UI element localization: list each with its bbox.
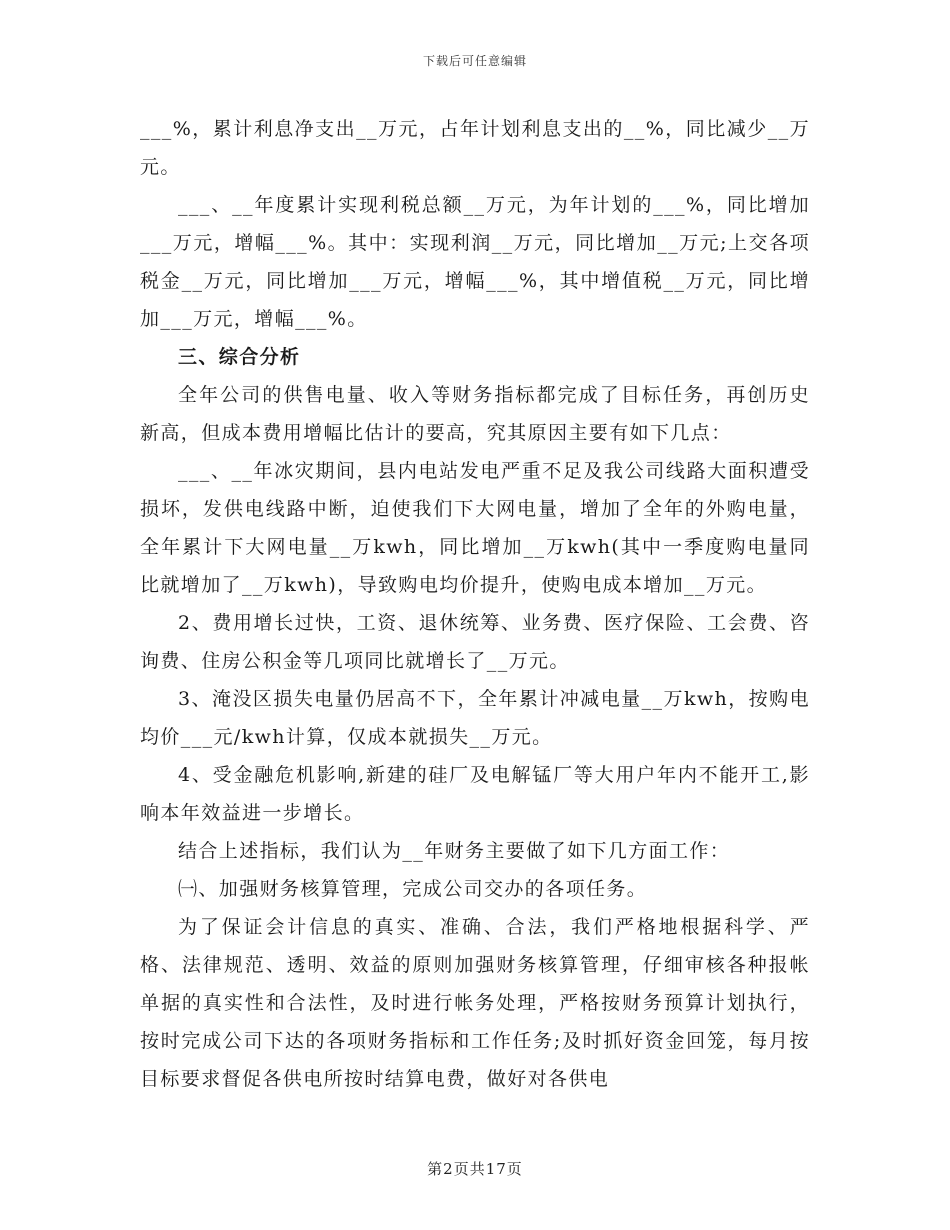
paragraph-financial-crisis: 4、受金融危机影响,新建的硅厂及电解锰厂等大用户年内不能开工,影响本年效益进一步增长。 bbox=[140, 764, 810, 824]
paragraph-expense-growth: 2、费用增长过快，工资、退休统筹、业务费、医疗保险、工会费、咨询费、住房公积金等几项同比就增长了__万元。 bbox=[140, 612, 810, 672]
paragraph-analysis-intro: 全年公司的供售电量、收入等财务指标都完成了目标任务，再创历史新高，但成本费用增幅比估计的要高，究其原因主要有如下几点： bbox=[140, 384, 810, 444]
section-heading-analysis: 三、综合分析 bbox=[178, 346, 301, 368]
page-number: 第2页共17页 bbox=[427, 1160, 523, 1178]
paragraph-work-summary-intro: 结合上述指标，我们认为__年财务主要做了如下几方面工作： bbox=[178, 840, 731, 862]
paragraph-subheading-accounting: ㈠、加强财务核算管理，完成公司交办的各项任务。 bbox=[178, 878, 648, 900]
download-note: 下载后可任意编辑 bbox=[422, 54, 527, 68]
paragraph-ice-disaster: ___、__年冰灾期间，县内电站发电严重不足及我公司线路大面积遭受损坏，发供电线路中断，迫使我们下大网电量，增加了全年的外购电量，全年累计下大网电量__万kwh，同比增加__万kwh(其中一季度购电量同比就增加了__万kwh)，导致购电均价提升，使购电成本增加__万元。 bbox=[140, 460, 810, 596]
paragraph-profit-tax: ___、__年度累计实现利税总额__万元，为年计划的___%，同比增加___万元，增幅___%。其中：实现利润__万元，同比增加__万元;上交各项税金__万元，同比增加___万元，增幅___%，其中增值税__万元，同比增加___万元，增幅___%。 bbox=[140, 194, 810, 330]
document-body bbox=[140, 110, 810, 1098]
paragraph-interest: ___%，累计利息净支出__万元，占年计划利息支出的__%，同比减少__万元。 bbox=[140, 118, 810, 178]
paragraph-accounting-management: 为了保证会计信息的真实、准确、合法，我们严格地根据科学、严格、法律规范、透明、效益的原则加强财务核算管理，仔细审核各种报帐单据的真实性和合法性，及时进行帐务处理，严格按财务预算计划执行，按时完成公司下达的各项财务指标和工作任务;及时抓好资金回笼，每月按目标要求督促各供电所按时结算电费，做好对各供电 bbox=[140, 916, 810, 1090]
paragraph-flooded-area-loss: 3、淹没区损失电量仍居高不下，全年累计冲减电量__万kwh，按购电均价___元/kwh计算，仅成本就损失__万元。 bbox=[140, 688, 810, 748]
